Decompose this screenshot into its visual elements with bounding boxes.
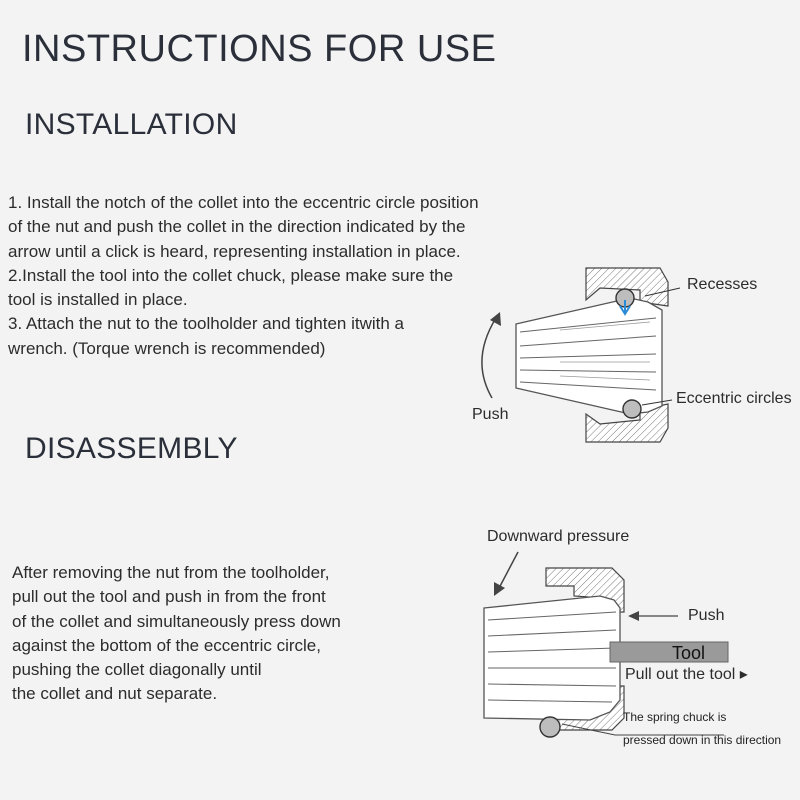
- note-line-1: The spring chuck is: [623, 710, 727, 724]
- install-push-label: Push: [472, 406, 509, 423]
- installation-line: wrench. (Torque wrench is recommended): [8, 338, 326, 358]
- eccentric-circles-label: Eccentric circles: [676, 390, 792, 407]
- note-line-2: pressed down in this direction: [623, 733, 782, 747]
- disasm-push-label: Push: [688, 607, 725, 624]
- disassembly-line: of the collet and simultaneously press down: [12, 611, 341, 631]
- installation-line: 1. Install the notch of the collet into the eccentric circle position: [8, 193, 479, 212]
- disassembly-line: After removing the nut from the toolholder,: [12, 563, 330, 582]
- tool-label: Tool: [672, 643, 706, 663]
- installation-line: tool is installed in place.: [8, 290, 188, 310]
- installation-line: of the nut and push the collet in the direction indicated by the: [8, 217, 466, 237]
- disassembly-heading: DISASSEMBLY: [25, 432, 238, 465]
- recesses-label: Recesses: [687, 276, 758, 293]
- disassembly-line: pushing the collet diagonally until: [12, 660, 262, 680]
- disassembly-line: the collet and nut separate.: [12, 684, 218, 704]
- installation-line: 2.Install the tool into the collet chuck, please make sure the: [8, 265, 454, 285]
- page-title: INSTRUCTIONS FOR USE: [22, 28, 497, 70]
- tool-rod: [610, 642, 728, 662]
- eccentric-circle: [540, 717, 560, 737]
- downward-arrow-icon: [498, 552, 518, 590]
- downward-pressure-label: Downward pressure: [487, 528, 630, 545]
- pull-out-tool-label: Pull out the tool ▸: [625, 666, 748, 683]
- installation-heading: INSTALLATION: [25, 108, 238, 141]
- disassembly-line: against the bottom of the eccentric circle,: [12, 635, 321, 655]
- disassembly-line: pull out the tool and push in from the front: [12, 587, 326, 607]
- installation-line: arrow until a click is heard, representing installation in place.: [8, 241, 461, 261]
- installation-line: 3. Attach the nut to the toolholder and tighten itwith a: [8, 314, 404, 334]
